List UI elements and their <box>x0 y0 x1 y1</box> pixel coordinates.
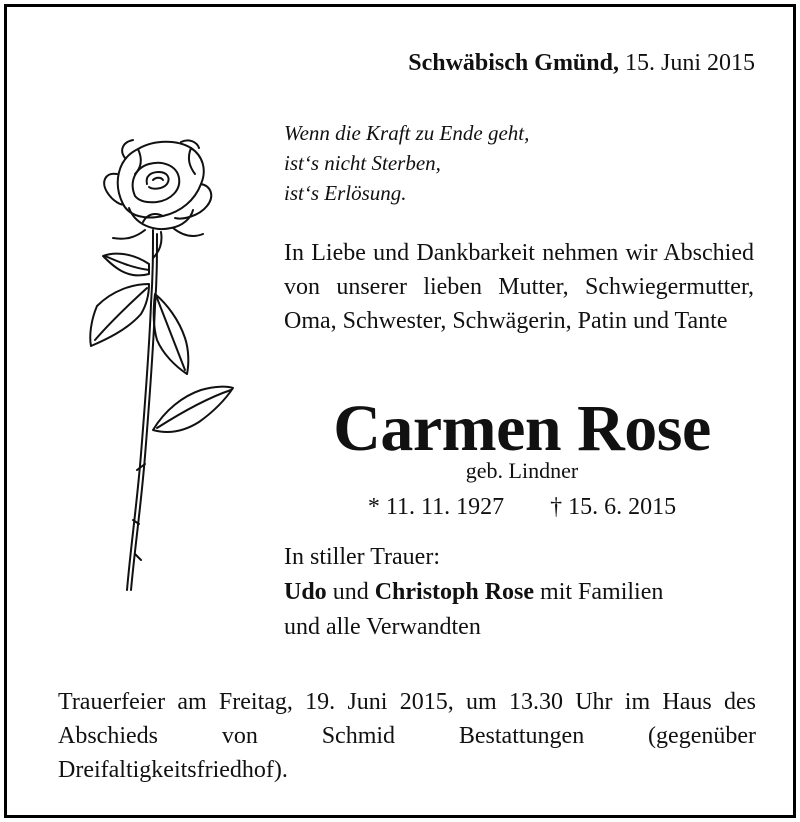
mourners-names <box>284 575 663 610</box>
dateline-place: Schwäbisch Gmünd, <box>408 50 619 76</box>
birth-date: * 11. 11. 1927 <box>367 494 505 520</box>
dateline <box>408 50 755 77</box>
deceased-name: Carmen Rose <box>333 392 711 465</box>
poem-line-1: Wenn die Kraft zu Ende geht, <box>284 121 530 145</box>
poem-line-3: ist‘s Erlösung. <box>284 181 407 205</box>
poem-line-2: ist‘s nicht Sterben, <box>284 151 441 175</box>
mourners-suffix: mit Familien <box>534 579 664 605</box>
rose-icon <box>83 134 243 594</box>
birth-name: geb. Lindner <box>465 458 579 483</box>
death-date: † 15. 6. 2015 <box>550 494 677 520</box>
mourners-and: und <box>326 579 375 605</box>
mourner-name-2: Christoph Rose <box>374 579 535 605</box>
mourners-heading: In stiller Trauer: <box>284 544 440 570</box>
dateline-date: 15. Juni 2015 <box>624 50 755 76</box>
obituary-notice <box>4 4 796 818</box>
mourner-name-1: Udo <box>284 579 327 605</box>
poem <box>284 118 529 208</box>
mourners-relatives: und alle Verwandten <box>284 614 481 640</box>
mourners <box>284 540 663 645</box>
intro-text: In Liebe und Dankbarkeit nehmen wir Abschied von unserer lieben Mutter, Schwiegermutter, Oma, Schwester, Schwägerin, Patin und Tante <box>284 240 754 334</box>
life-dates <box>276 489 768 525</box>
ceremony-info: Trauerfeier am Freitag, 19. Juni 2015, um 13.30 Uhr im Haus des Abschieds von Schmid Bestattungen (gegenüber Dreifaltigkeitsfriedhof). <box>58 689 756 783</box>
